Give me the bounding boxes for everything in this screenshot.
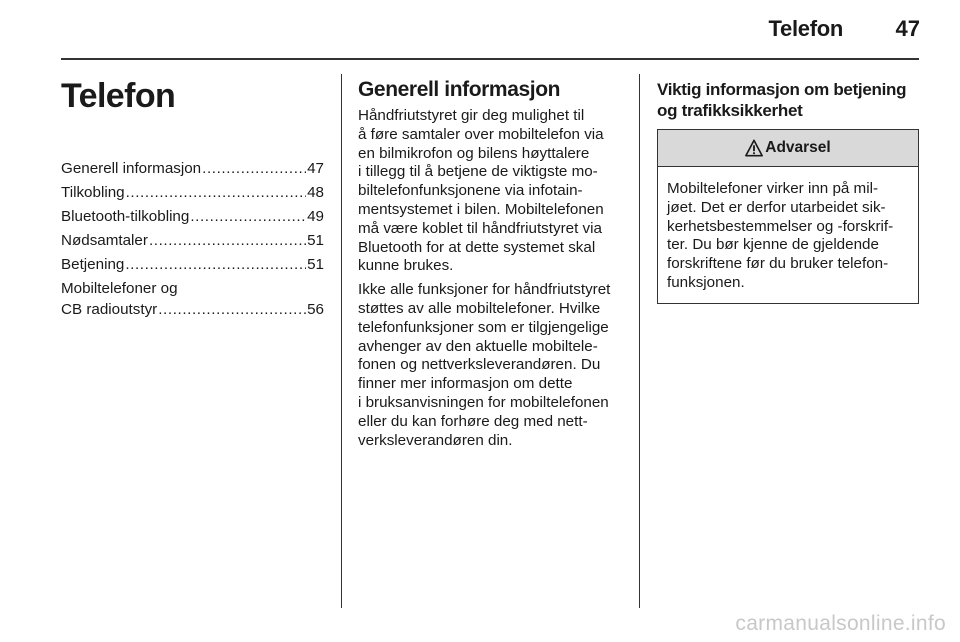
toc-item[interactable]: [61, 158, 324, 179]
toc-item[interactable]: [61, 278, 324, 320]
toc-item-page: 51: [307, 256, 324, 273]
warning-header: [658, 130, 918, 167]
toc-leader-dots: [202, 158, 306, 179]
section-title: Generell informasjon: [358, 78, 561, 101]
toc-leader-dots: [158, 299, 306, 320]
toc-item-label-line1: Mobiltelefoner og: [61, 280, 178, 297]
column-toc: [61, 66, 324, 323]
paragraph-2: Ikke alle funksjoner for håndfriutstyret støttes av alle mobiltelefoner. Hvilke telefonfunksjoner som er tilgjengelige avhenger av den aktuelle mobiltele- fonen og nettverksleverandøren. Du finner mer informasjon om dette i bruksanvisningen for mobiltelefonen eller du kan forhøre deg med nett- verksleverandøren din.: [358, 281, 611, 449]
table-of-contents: [61, 158, 324, 320]
warning-title: Advarsel: [765, 139, 831, 156]
toc-item-page: 48: [307, 184, 324, 201]
warning-body: Mobiltelefoner virker inn på mil- jøet. Det er derfor utarbeidet sik- kerhetsbestemmelser og -forskrif- ter. Du bør kjenne de gjeldende forskriftene før du bruker telefon- funksjonen.: [667, 180, 894, 291]
chapter-title: Telefon: [61, 77, 176, 115]
toc-item-label: Tilkobling: [61, 184, 125, 201]
toc-item-page: 56: [307, 301, 324, 318]
watermark: carmanualsonline.info: [735, 612, 946, 635]
toc-item-label-line2: CB radioutstyr: [61, 301, 158, 318]
toc-item-label: Betjening: [61, 256, 125, 273]
toc-item-label: Nødsamtaler: [61, 232, 148, 249]
toc-item[interactable]: [61, 206, 324, 227]
toc-item[interactable]: [61, 230, 324, 251]
column-divider-1: [341, 74, 342, 608]
toc-leader-dots: [190, 206, 306, 227]
page-number: 47: [895, 16, 920, 41]
header-title: Telefon: [768, 16, 843, 41]
toc-leader-dots: [126, 182, 307, 203]
page-header: [0, 0, 960, 62]
toc-item[interactable]: [61, 182, 324, 203]
column-safety-info: [657, 66, 920, 304]
column-divider-2: [639, 74, 640, 608]
toc-item-page: 47: [307, 160, 324, 177]
toc-leader-dots: [125, 254, 306, 275]
column-general-info: [358, 66, 623, 455]
header-rule: [61, 58, 919, 60]
warning-box: [657, 129, 919, 304]
toc-item-page: 49: [307, 208, 324, 225]
toc-item-page: 51: [307, 232, 324, 249]
toc-item[interactable]: [61, 254, 324, 275]
paragraph-1: Håndfriutstyret gir deg mulighet til å føre samtaler over mobiltelefon via en bilmikrofon og bilens høyttalere i tillegg til å betjene de viktigste mo- biltelefonfunksjonene via infotain- mentsystemet i bilen. Mobiltelefonen må være koblet til håndfriutstyret via Bluetooth for at dette systemet skal kunne brukes.: [358, 107, 604, 275]
toc-item-label: Bluetooth-tilkobling: [61, 208, 190, 225]
toc-leader-dots: [149, 230, 306, 251]
warning-triangle-icon: [745, 139, 763, 157]
toc-item-label: Generell informasjon: [61, 160, 202, 177]
subsection-title: Viktig informasjon om betjening og trafikksikkerhet: [657, 80, 907, 120]
